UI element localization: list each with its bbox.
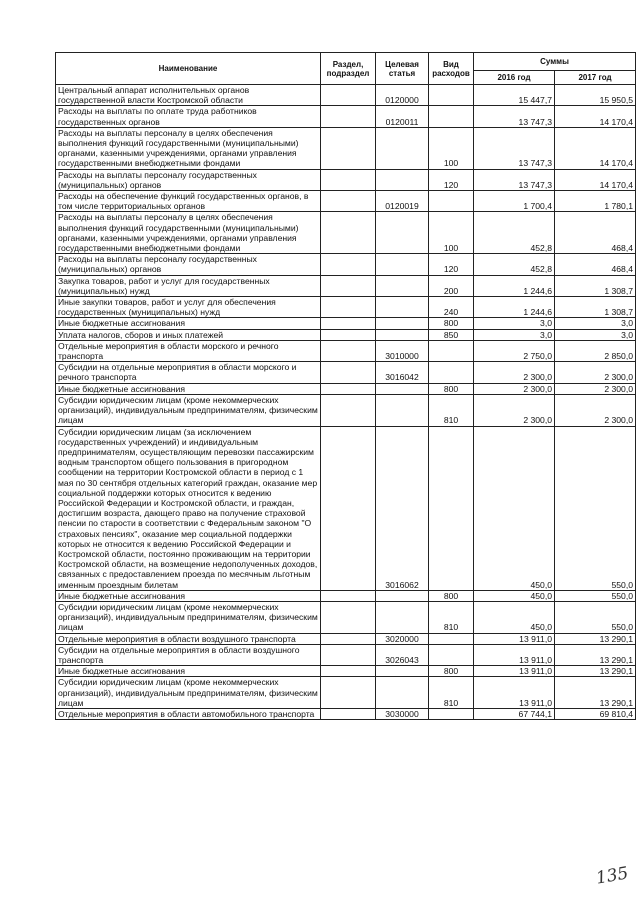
row-expense-type: 800 <box>429 590 474 601</box>
row-target-article <box>376 275 429 296</box>
row-sum-2016: 450,0 <box>474 601 555 633</box>
row-section <box>321 362 376 383</box>
table-row <box>56 169 636 190</box>
row-target-article: 0120011 <box>376 106 429 127</box>
row-sum-2017: 1 308,7 <box>555 275 636 296</box>
row-sum-2017: 2 300,0 <box>555 383 636 394</box>
row-sum-2016: 2 300,0 <box>474 362 555 383</box>
row-target-article <box>376 254 429 275</box>
row-sum-2016: 452,8 <box>474 212 555 254</box>
row-section <box>321 169 376 190</box>
row-section <box>321 590 376 601</box>
row-sum-2016: 13 747,3 <box>474 127 555 169</box>
row-name: Расходы на выплаты персоналу государственных (муниципальных) органов <box>56 169 321 190</box>
row-expense-type: 810 <box>429 394 474 426</box>
row-target-article <box>376 394 429 426</box>
row-sum-2016: 13 911,0 <box>474 677 555 709</box>
row-name: Отдельные мероприятия в области морского и речного транспорта <box>56 340 321 361</box>
row-name: Иные бюджетные ассигнования <box>56 590 321 601</box>
row-sum-2017: 468,4 <box>555 212 636 254</box>
row-section <box>321 85 376 106</box>
row-section <box>321 106 376 127</box>
row-target-article <box>376 601 429 633</box>
row-expense-type: 100 <box>429 212 474 254</box>
table-row <box>56 275 636 296</box>
row-sum-2017: 15 950,5 <box>555 85 636 106</box>
row-name: Субсидии на отдельные мероприятия в области воздушного транспорта <box>56 644 321 665</box>
row-name: Субсидии юридическим лицам (кроме некоммерческих организаций), индивидуальным предпринимателям, физическим лицам <box>56 677 321 709</box>
row-section <box>321 212 376 254</box>
row-section <box>321 666 376 677</box>
row-sum-2017: 2 850,0 <box>555 340 636 361</box>
header-year-2016: 2016 год <box>474 71 555 85</box>
row-target-article: 3020000 <box>376 633 429 644</box>
row-expense-type <box>429 644 474 665</box>
row-target-article: 3010000 <box>376 340 429 361</box>
row-target-article <box>376 666 429 677</box>
table-row <box>56 590 636 601</box>
row-sum-2017: 1 308,7 <box>555 297 636 318</box>
table-row <box>56 329 636 340</box>
row-target-article: 3030000 <box>376 708 429 719</box>
table-row <box>56 318 636 329</box>
row-section <box>321 601 376 633</box>
row-target-article <box>376 383 429 394</box>
row-sum-2016: 1 700,4 <box>474 191 555 212</box>
row-expense-type <box>429 85 474 106</box>
row-section <box>321 708 376 719</box>
row-sum-2016: 13 911,0 <box>474 633 555 644</box>
row-name: Расходы на обеспечение функций государственных органов, в том числе территориальных органов <box>56 191 321 212</box>
row-expense-type: 850 <box>429 329 474 340</box>
header-section: Раздел, подраздел <box>321 53 376 85</box>
row-expense-type: 810 <box>429 601 474 633</box>
row-name: Субсидии юридическим лицам (кроме некоммерческих организаций), индивидуальным предпринимателям, физическим лицам <box>56 394 321 426</box>
table-row <box>56 297 636 318</box>
row-sum-2017: 13 290,1 <box>555 644 636 665</box>
row-expense-type: 810 <box>429 677 474 709</box>
table-row <box>56 633 636 644</box>
row-expense-type: 800 <box>429 666 474 677</box>
row-name: Закупка товаров, работ и услуг для государственных (муниципальных) нужд <box>56 275 321 296</box>
table-row <box>56 340 636 361</box>
row-name: Субсидии на отдельные мероприятия в области морского и речного транспорта <box>56 362 321 383</box>
row-expense-type: 800 <box>429 318 474 329</box>
row-name: Расходы на выплаты персоналу в целях обеспечения выполнения функций государственными (муниципальными) органами, казенными учреждениями, органами управления государственными внебюджетными фондами <box>56 127 321 169</box>
row-expense-type: 120 <box>429 169 474 190</box>
row-target-article <box>376 318 429 329</box>
row-section <box>321 383 376 394</box>
row-target-article: 0120019 <box>376 191 429 212</box>
row-sum-2016: 2 300,0 <box>474 383 555 394</box>
table-row <box>56 426 636 590</box>
table-row <box>56 212 636 254</box>
row-sum-2017: 14 170,4 <box>555 106 636 127</box>
row-name: Субсидии юридическим лицам (за исключением государственных учреждений) и индивидуальным предпринимателям, осуществляющим перевозки пассажирским водным транспортом общего пользования в пригородном сообщении на территории Костромской области в период с 1 мая по 30 сентября отдельных категорий граждан, оказание мер социальной поддержки которых относится к ведению Российской Федерации и Костромской области, и граждан, достигшим возраста, дающего право на получение страховой пенсии по старости в соответствии с Федеральным законом "О страховых пенсиях", оказание мер социальной поддержки которых не относится к ведению Российской Федерации и Костромской области, постоянно проживающим на территории Костромской области, на возмещение недополученных доходов, связанных с предоставлением проезда по месячным льготным именным проездным билетам <box>56 426 321 590</box>
row-name: Уплата налогов, сборов и иных платежей <box>56 329 321 340</box>
row-expense-type: 200 <box>429 275 474 296</box>
row-sum-2017: 14 170,4 <box>555 127 636 169</box>
row-section <box>321 254 376 275</box>
row-sum-2017: 3,0 <box>555 318 636 329</box>
row-sum-2016: 67 744,1 <box>474 708 555 719</box>
row-target-article <box>376 677 429 709</box>
row-expense-type: 100 <box>429 127 474 169</box>
row-sum-2017: 13 290,1 <box>555 633 636 644</box>
row-target-article: 0120000 <box>376 85 429 106</box>
row-section <box>321 127 376 169</box>
row-section <box>321 394 376 426</box>
row-section <box>321 329 376 340</box>
row-sum-2016: 450,0 <box>474 590 555 601</box>
row-section <box>321 677 376 709</box>
row-sum-2017: 1 780,1 <box>555 191 636 212</box>
table-row <box>56 394 636 426</box>
row-sum-2016: 13 747,3 <box>474 106 555 127</box>
page-number: 135 <box>594 863 630 889</box>
row-sum-2016: 13 747,3 <box>474 169 555 190</box>
row-sum-2017: 3,0 <box>555 329 636 340</box>
row-sum-2016: 1 244,6 <box>474 297 555 318</box>
table-row <box>56 666 636 677</box>
row-name: Отдельные мероприятия в области автомобильного транспорта <box>56 708 321 719</box>
row-section <box>321 633 376 644</box>
table-row <box>56 254 636 275</box>
row-target-article: 3016062 <box>376 426 429 590</box>
row-sum-2017: 468,4 <box>555 254 636 275</box>
row-target-article <box>376 329 429 340</box>
row-target-article <box>376 297 429 318</box>
table-row <box>56 85 636 106</box>
row-expense-type <box>429 708 474 719</box>
header-name: Наименование <box>56 53 321 85</box>
row-sum-2016: 450,0 <box>474 426 555 590</box>
row-name: Центральный аппарат исполнительных органов государственной власти Костромской области <box>56 85 321 106</box>
row-sum-2017: 550,0 <box>555 590 636 601</box>
header-expense-type: Вид расходов <box>429 53 474 85</box>
row-sum-2016: 452,8 <box>474 254 555 275</box>
table-row <box>56 383 636 394</box>
row-expense-type: 800 <box>429 383 474 394</box>
row-sum-2016: 2 300,0 <box>474 394 555 426</box>
row-expense-type <box>429 633 474 644</box>
row-expense-type <box>429 362 474 383</box>
table-row <box>56 362 636 383</box>
row-sum-2016: 13 911,0 <box>474 644 555 665</box>
table-row <box>56 106 636 127</box>
row-sum-2017: 2 300,0 <box>555 362 636 383</box>
row-sum-2016: 3,0 <box>474 318 555 329</box>
row-sum-2016: 13 911,0 <box>474 666 555 677</box>
row-sum-2017: 2 300,0 <box>555 394 636 426</box>
row-sum-2016: 2 750,0 <box>474 340 555 361</box>
row-sum-2017: 550,0 <box>555 426 636 590</box>
row-section <box>321 340 376 361</box>
header-year-2017: 2017 год <box>555 71 636 85</box>
row-sum-2016: 15 447,7 <box>474 85 555 106</box>
row-target-article <box>376 212 429 254</box>
row-section <box>321 426 376 590</box>
row-name: Иные бюджетные ассигнования <box>56 666 321 677</box>
table-row <box>56 601 636 633</box>
row-sum-2017: 550,0 <box>555 601 636 633</box>
row-target-article <box>376 590 429 601</box>
row-sum-2017: 13 290,1 <box>555 666 636 677</box>
row-name: Расходы на выплаты персоналу государственных (муниципальных) органов <box>56 254 321 275</box>
row-sum-2016: 1 244,6 <box>474 275 555 296</box>
table-row <box>56 644 636 665</box>
table-header <box>56 53 636 85</box>
header-sums: Суммы <box>474 53 636 71</box>
table-row <box>56 677 636 709</box>
table-row <box>56 708 636 719</box>
row-section <box>321 191 376 212</box>
row-expense-type <box>429 106 474 127</box>
table-body <box>56 85 636 720</box>
row-section <box>321 297 376 318</box>
row-sum-2017: 69 810,4 <box>555 708 636 719</box>
row-target-article <box>376 169 429 190</box>
row-name: Субсидии юридическим лицам (кроме некоммерческих организаций), индивидуальным предпринимателям, физическим лицам <box>56 601 321 633</box>
row-name: Иные бюджетные ассигнования <box>56 383 321 394</box>
row-name: Иные закупки товаров, работ и услуг для обеспечения государственных (муниципальных) нужд <box>56 297 321 318</box>
row-name: Иные бюджетные ассигнования <box>56 318 321 329</box>
row-sum-2017: 14 170,4 <box>555 169 636 190</box>
row-expense-type: 240 <box>429 297 474 318</box>
row-sum-2016: 3,0 <box>474 329 555 340</box>
table-row <box>56 191 636 212</box>
row-target-article: 3026043 <box>376 644 429 665</box>
header-target-article: Целевая статья <box>376 53 429 85</box>
row-name: Расходы на выплаты персоналу в целях обеспечения выполнения функций государственными (муниципальными) органами, казенными учреждениями, органами управления государственными внебюджетными фондами <box>56 212 321 254</box>
row-target-article <box>376 127 429 169</box>
row-name: Отдельные мероприятия в области воздушного транспорта <box>56 633 321 644</box>
row-expense-type <box>429 426 474 590</box>
row-section <box>321 318 376 329</box>
row-sum-2017: 13 290,1 <box>555 677 636 709</box>
row-expense-type: 120 <box>429 254 474 275</box>
budget-table <box>55 52 636 720</box>
row-expense-type <box>429 191 474 212</box>
row-section <box>321 644 376 665</box>
row-name: Расходы на выплаты по оплате труда работников государственных органов <box>56 106 321 127</box>
table-row <box>56 127 636 169</box>
row-target-article: 3016042 <box>376 362 429 383</box>
row-expense-type <box>429 340 474 361</box>
row-section <box>321 275 376 296</box>
